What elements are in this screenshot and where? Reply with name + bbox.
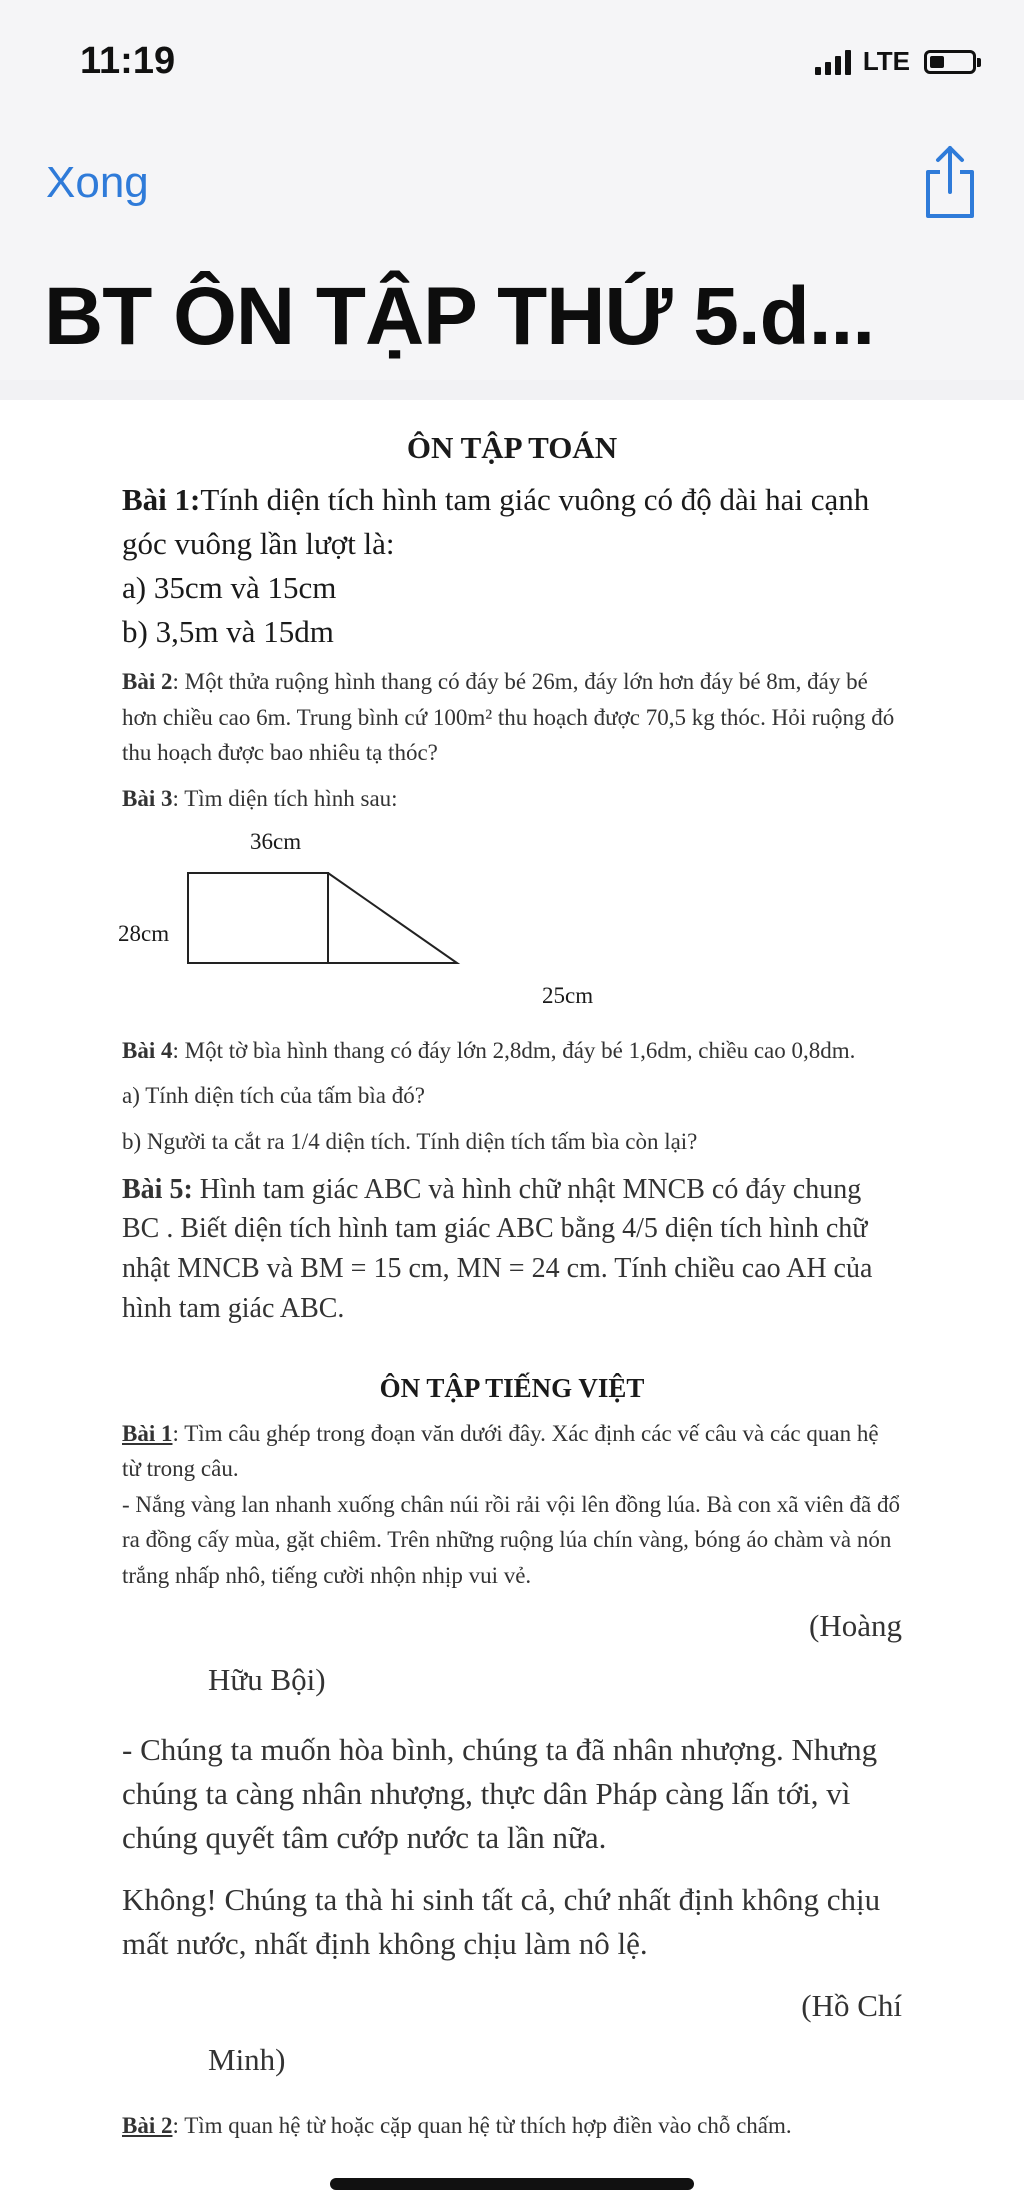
math-heading: ÔN TẬP TOÁN xyxy=(406,430,618,465)
document-page[interactable] xyxy=(0,400,1024,2209)
passage-1: - Nắng vàng lan nhanh xuống chân núi rồi rải vội lên đồng lúa. Bà con xã viên đã đổ ra đồng cấy mùa, gặt chiêm. Trên những ruộng lúa chín vàng, bóng áo chàm và nón trắng nhấp nhô, tiếng cười nhộn nhịp vui vẻ. xyxy=(122,1491,900,1589)
signal-icon xyxy=(815,49,851,75)
exercise-label: Bài 3 xyxy=(122,785,173,811)
exercise-4 xyxy=(122,1033,902,1069)
document-title: BT ÔN TẬP THỨ 5.d... xyxy=(44,271,875,362)
author-1-line-1: (Hoàng xyxy=(809,1607,902,1643)
done-button[interactable]: Xong xyxy=(46,158,149,207)
exercise-label: Bài 2 xyxy=(122,669,173,695)
author-2-line-1: (Hồ Chí xyxy=(801,1987,902,2023)
exercise-label: Bài 4 xyxy=(122,1037,173,1063)
author-2-line-2: Minh) xyxy=(208,2041,286,2077)
status-indicators xyxy=(815,46,976,77)
exercise-text: : Tìm câu ghép trong đoạn văn dưới đây. Xác định các vế câu và các quan hệ từ trong câu. xyxy=(122,1420,879,1482)
document-content xyxy=(118,430,902,2144)
rectangle-triangle-shape xyxy=(182,823,602,993)
exercise-text: : Một tờ bìa hình thang có đáy lớn 2,8dm, đáy bé 1,6dm, chiều cao 0,8dm. xyxy=(172,1037,856,1063)
vietnamese-heading: ÔN TẬP TIẾNG VIỆT xyxy=(379,1372,645,1403)
exercise-text: : Một thửa ruộng hình thang có đáy bé 26m, đáy lớn hơn đáy bé 8m, đáy bé hơn chiều cao 6m. Trung bình cứ 100m² thu hoạch được 70,5 kg thóc. Hỏi ruộng đó thu hoạch được bao nhiêu tạ thóc? xyxy=(122,669,895,766)
figure-label-bottom: 25cm xyxy=(542,982,594,1008)
exercise-2 xyxy=(122,664,902,771)
home-indicator[interactable] xyxy=(330,2178,694,2190)
exercise-1-a: a) 35cm và 15cm xyxy=(122,570,337,606)
exercise-label: Bài 5: xyxy=(122,1173,193,1205)
share-icon[interactable] xyxy=(920,142,980,222)
author-1-line-2: Hữu Bội) xyxy=(208,1661,326,1697)
battery-icon xyxy=(924,50,976,74)
exercise-text: : Tìm diện tích hình sau: xyxy=(172,785,398,811)
viet-exercise-1 xyxy=(122,1416,902,1487)
figure-label-top: 36cm xyxy=(250,828,302,854)
exercise-4-a: a) Tính diện tích của tấm bìa đó? xyxy=(122,1083,425,1109)
exercise-3 xyxy=(122,781,902,817)
exercise-5 xyxy=(122,1170,902,1329)
viet-exercise-2 xyxy=(122,2108,902,2144)
network-label: LTE xyxy=(862,46,910,76)
exercise-4-b: b) Người ta cắt ra 1/4 diện tích. Tính diện tích tấm bìa còn lại? xyxy=(122,1128,698,1154)
passage-3: Không! Chúng ta thà hi sinh tất cả, chứ nhất định không chịu mất nước, nhất định không chịu làm nô lệ. xyxy=(122,1881,881,1961)
exercise-label: Bài 1: xyxy=(122,482,201,517)
exercise-label: Bài 1 xyxy=(122,1420,173,1446)
status-bar xyxy=(0,0,1024,120)
exercise-text: Tính diện tích hình tam giác vuông có độ dài hai cạnh góc vuông lần lượt là: xyxy=(122,482,870,562)
exercise-text: Hình tam giác ABC và hình chữ nhật MNCB có đáy chung BC . Biết diện tích hình tam giác ABC bằng 4/5 diện tích hình chữ nhật MNCB và BM = 15 cm, MN = 24 cm. Tính chiều cao AH của hình tam giác ABC. xyxy=(122,1173,873,1324)
exercise-label: Bài 2 xyxy=(122,2112,173,2138)
passage-2: - Chúng ta muốn hòa bình, chúng ta đã nhân nhượng. Nhưng chúng ta càng nhân nhượng, thực dân Pháp càng lấn tới, vì chúng quyết tâm cướp nước ta lần nữa. xyxy=(122,1731,878,1855)
exercise-text: : Tìm quan hệ từ hoặc cặp quan hệ từ thích hợp điền vào chỗ chấm. xyxy=(172,2112,792,2138)
exercise-1-b: b) 3,5m và 15dm xyxy=(122,614,334,650)
geometry-figure xyxy=(118,823,902,1023)
status-time: 11:19 xyxy=(80,40,176,82)
exercise-1 xyxy=(122,478,902,566)
nav-bar xyxy=(0,120,1024,380)
figure-label-left: 28cm xyxy=(118,920,170,946)
